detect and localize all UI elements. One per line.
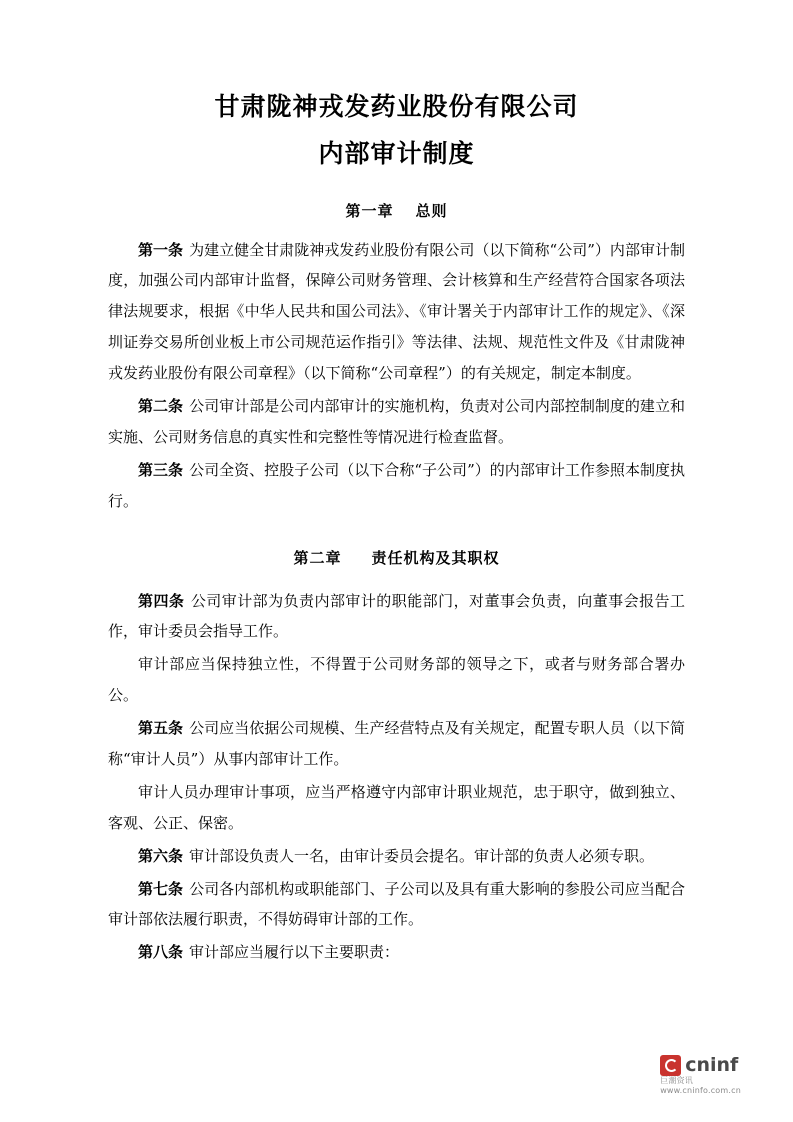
- cninfo-logo-icon: [660, 1055, 681, 1076]
- paragraph: [108, 586, 685, 648]
- paragraph: [108, 455, 685, 517]
- paragraph: [108, 841, 685, 872]
- paragraph: [108, 391, 685, 453]
- article-text: 审计人员办理审计事项，应当严格遵守内部审计职业规范，忠于职守，做到独立、客观、公正、保密。: [108, 782, 685, 832]
- chapter-1-number: 第一章: [345, 201, 394, 220]
- article-label: 第三条: [138, 460, 184, 479]
- article-label: 第八条: [138, 943, 184, 962]
- article-text: 为建立健全甘肃陇神戎发药业股份有限公司（以下简称“公司”）内部审计制度，加强公司内部审计监督，保障公司财务管理、会计核算和生产经营符合国家各项法律法规要求，根据《中华人民共和国公司法》、《审计署关于内部审计工作的规定》、《深圳证券交易所创业板上市公司规范运作指引》等法律、法规、规范性文件及《甘肃陇神戎发药业股份有限公司章程》（以下简称“公司章程”）的有关规定，制定本制度。: [108, 240, 685, 383]
- article-label: 第一条: [138, 240, 184, 259]
- article-text: 公司各内部机构或职能部门、子公司以及具有重大影响的参股公司应当配合审计部依法履行职责，不得妨碍审计部的工作。: [108, 879, 685, 929]
- paragraph: [108, 649, 685, 711]
- article-text: 公司全资、控股子公司（以下合称“子公司”）的内部审计工作参照本制度执行。: [108, 460, 685, 510]
- chapter-2-number: 第二章: [293, 548, 342, 567]
- article-text: 审计部应当履行以下主要职责：: [189, 943, 400, 962]
- paragraph: [108, 235, 685, 389]
- cninfo-logo-text: cninf: [685, 1054, 739, 1077]
- cninfo-logo-cn: 巨潮资讯: [660, 1076, 693, 1086]
- article-text: 公司审计部是公司内部审计的实施机构，负责对公司内部控制制度的建立和实施、公司财务信息的真实性和完整性等情况进行检查监督。: [108, 396, 685, 446]
- paragraph: [108, 874, 685, 936]
- chapter-2-heading: [108, 547, 685, 568]
- title-line-1: 甘肃陇神戎发药业股份有限公司: [214, 92, 579, 121]
- chapter-1-name: 总则: [415, 201, 448, 220]
- article-label: 第五条: [138, 719, 184, 738]
- article-label: 第七条: [138, 879, 184, 898]
- article-label: 第二条: [138, 396, 184, 415]
- paragraph: [108, 937, 685, 968]
- article-text: 公司应当依据公司规模、生产经营特点及有关规定，配置专职人员（以下简称“审计人员”）从事内部审计工作。: [108, 719, 685, 768]
- chapter-1-heading: [108, 200, 685, 221]
- article-text: 公司审计部为负责内部审计的职能部门，对董事会负责，向董事会报告工作，审计委员会指导工作。: [108, 591, 685, 641]
- paragraph: [108, 777, 685, 839]
- cninfo-logo-url: www.cninfo.com.cn: [660, 1086, 741, 1096]
- chapter-2-name: 责任机构及其职权: [371, 548, 500, 567]
- page-title: [108, 88, 685, 174]
- paragraph: [108, 713, 685, 775]
- article-label: 第六条: [138, 846, 184, 865]
- title-line-2: 内部审计制度: [318, 138, 475, 168]
- article-text: 审计部应当保持独立性，不得置于公司财务部的领导之下，或者与财务部合署办公。: [108, 655, 685, 705]
- footer-watermark: [660, 1055, 741, 1096]
- article-label: 第四条: [138, 591, 185, 610]
- article-text: 审计部设负责人一名，由审计委员会提名。审计部的负责人必须专职。: [189, 846, 655, 865]
